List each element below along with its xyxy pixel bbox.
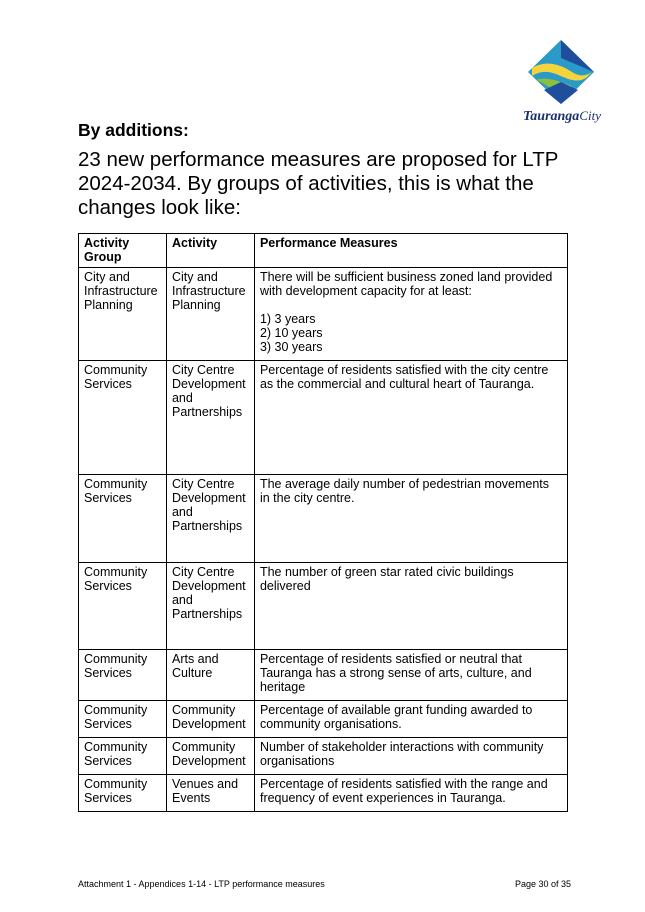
- intro-paragraph: 23 new performance measures are proposed for LTP 2024-2034. By groups of activities, this is what the changes look like:: [78, 148, 559, 219]
- tauranga-city-logo: [512, 38, 612, 128]
- logo-name-part1: Tauranga: [523, 109, 580, 124]
- table-row: [79, 268, 568, 361]
- cell-measure: Percentage of residents satisfied with the city centre as the commercial and cultural heart of Tauranga.: [254, 361, 567, 475]
- cell-activity: Arts and Culture: [166, 650, 254, 701]
- cell-activity: City and Infrastructure Planning: [166, 268, 254, 361]
- cell-activity-group: Community Services: [79, 701, 167, 738]
- measure-text: There will be sufficient business zoned land provided with development capacity for at least:: [259, 270, 553, 298]
- cell-measure: Percentage of residents satisfied or neutral that Tauranga has a strong sense of arts, culture, and heritage: [254, 650, 567, 701]
- table-row: [79, 475, 568, 563]
- cell-measure: Percentage of residents satisfied with the range and frequency of event experiences in Tauranga.: [254, 775, 567, 812]
- cell-activity-group: Community Services: [79, 738, 167, 775]
- table-header-row: [79, 234, 568, 268]
- table-row: [79, 361, 568, 475]
- cell-activity-group: Community Services: [79, 650, 167, 701]
- cell-measure: [254, 268, 567, 361]
- table-row: [79, 563, 568, 650]
- cell-activity: City Centre Development and Partnerships: [166, 563, 254, 650]
- section-heading: By additions:: [78, 120, 189, 140]
- header-activity-group: Activity Group: [79, 234, 167, 268]
- cell-activity: City Centre Development and Partnerships: [166, 475, 254, 563]
- table-row: [79, 701, 568, 738]
- cell-measure: The average daily number of pedestrian movements in the city centre.: [254, 475, 567, 563]
- header-activity: Activity: [166, 234, 254, 268]
- cell-activity: City Centre Development and Partnerships: [166, 361, 254, 475]
- cell-activity-group: Community Services: [79, 361, 167, 475]
- cell-activity-group: City and Infrastructure Planning: [79, 268, 167, 361]
- footer-attachment-label: Attachment 1 - Appendices 1-14 - LTP performance measures: [78, 879, 325, 889]
- table-row: [79, 738, 568, 775]
- cell-activity-group: Community Services: [79, 775, 167, 812]
- cell-activity: Venues and Events: [166, 775, 254, 812]
- header-performance-measures: Performance Measures: [254, 234, 567, 268]
- tauranga-city-logo-icon: [526, 38, 596, 106]
- cell-measure: Number of stakeholder interactions with community organisations: [254, 738, 567, 775]
- logo-wordmark: [512, 108, 612, 125]
- table-row: [79, 650, 568, 701]
- cell-measure: Percentage of available grant funding awarded to community organisations.: [254, 701, 567, 738]
- cell-activity: Community Development: [166, 701, 254, 738]
- performance-measures-table: [78, 233, 568, 812]
- list-item: 1) 3 years: [259, 312, 316, 326]
- cell-activity-group: Community Services: [79, 475, 167, 563]
- list-item: 3) 30 years: [259, 340, 323, 354]
- cell-activity: Community Development: [166, 738, 254, 775]
- cell-measure: The number of green star rated civic buildings delivered: [254, 563, 567, 650]
- footer-page-number: Page 30 of 35: [515, 879, 572, 889]
- list-item: 2) 10 years: [259, 326, 323, 340]
- cell-activity-group: Community Services: [79, 563, 167, 650]
- logo-name-part2: City: [579, 108, 601, 123]
- table-row: [79, 775, 568, 812]
